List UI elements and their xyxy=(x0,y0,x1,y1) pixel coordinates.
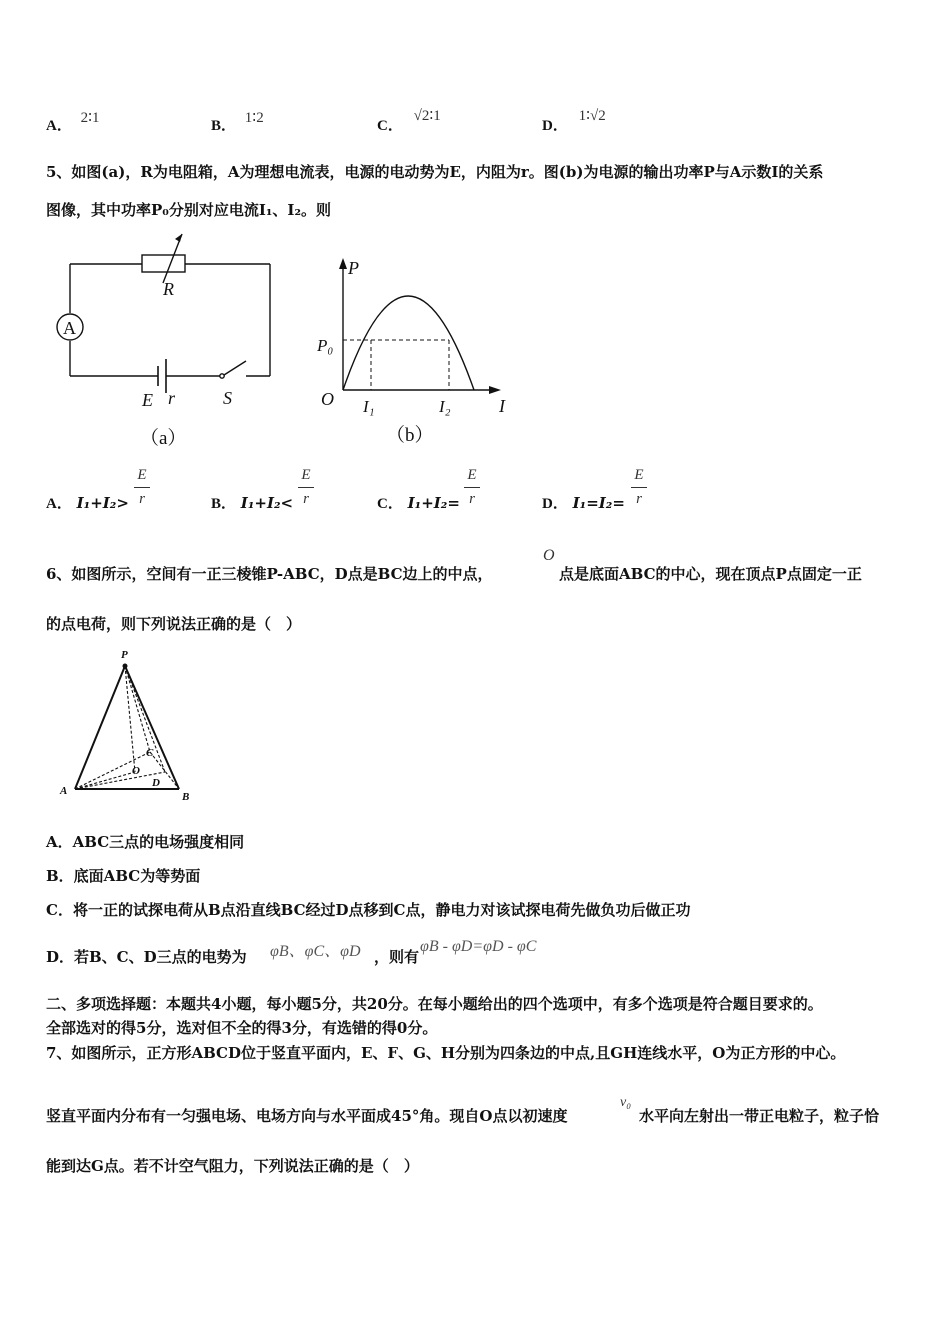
q5-option-a-fraction xyxy=(134,467,150,508)
q4-option-d xyxy=(542,108,606,135)
q5-option-c-fraction xyxy=(464,467,480,508)
point-O: O xyxy=(132,765,140,777)
q6-option-d-equation: φB - φD=φD - φC xyxy=(420,938,537,955)
option-letter: A． xyxy=(46,118,72,134)
fraction-denominator: r xyxy=(469,491,475,507)
q5-figure-a-circuit xyxy=(50,228,290,453)
y-axis-arrow-icon xyxy=(339,258,347,269)
caption-a: （a） xyxy=(140,428,187,449)
label-R: R xyxy=(163,279,174,299)
q7-stem-line2b: 水平向左射出一带正电粒子，粒子恰 xyxy=(639,1107,880,1125)
section2-line1: 二、多项选择题：本题共4小题，每小题5分，共20分。在每小题给出的四个选项中，有多个选项是符合题目要求的。 xyxy=(46,995,823,1013)
option-value: 1∶2 xyxy=(244,110,264,126)
origin-label: O xyxy=(321,389,334,409)
fraction-numerator: E xyxy=(137,467,147,483)
q5-option-c xyxy=(377,492,460,513)
axis-label-P: P xyxy=(348,258,359,278)
point-D: D xyxy=(152,777,160,789)
option-letter: C． xyxy=(377,118,403,134)
q7-stem-line3: 能到达G点。若不计空气阻力，下列说法正确的是（ ） xyxy=(46,1157,419,1175)
label-I1: I₁ xyxy=(363,397,375,416)
fraction-denominator: r xyxy=(636,491,642,507)
label-E: E xyxy=(142,390,153,410)
label-I2: I₂ xyxy=(439,397,451,416)
fraction-numerator: E xyxy=(467,467,477,483)
q6-option-d-potentials: φB、φC、φD xyxy=(270,943,361,960)
option-letter: D． xyxy=(542,118,568,134)
section2-line2: 全部选对的得5分，选对但不全的得3分，有选错的得0分。 xyxy=(46,1019,438,1037)
q5-option-d-fraction xyxy=(631,467,647,508)
x-axis-arrow-icon xyxy=(489,386,501,394)
q6-option-d-mid: ，则有 xyxy=(374,948,420,966)
fraction-denominator: r xyxy=(303,491,309,507)
option-value: 2∶1 xyxy=(80,110,100,126)
power-curve xyxy=(343,296,474,390)
q6-option-b: B．底面ABC为等势面 xyxy=(46,867,201,885)
q4-option-c xyxy=(377,108,441,135)
label-r: r xyxy=(168,388,176,408)
caption-b: （b） xyxy=(386,425,434,446)
option-letter: B． xyxy=(211,496,237,512)
label-S: S xyxy=(223,388,232,408)
q6-option-a: A．ABC三点的电场强度相同 xyxy=(46,833,245,851)
axis-label-I: I xyxy=(499,396,505,416)
option-expression: I₁+I₂< xyxy=(240,494,294,512)
q5-stem-line1: 5、如图(a)，R为电阻箱，A为理想电流表，电源的电动势为E，内阻为r。图(b)为电源的输出功率P与A示数I的关系 xyxy=(46,163,824,181)
label-P0: P₀ xyxy=(317,336,334,355)
option-letter: B． xyxy=(211,118,237,134)
q7-v0-symbol: v₀ xyxy=(620,1095,632,1110)
option-expression: I₁+I₂> xyxy=(76,494,129,512)
option-value: √2∶1 xyxy=(413,108,441,124)
q6-option-c: C．将一正的试探电荷从B点沿直线BC经过D点移到C点，静电力对该试探电荷先做负功后做正功 xyxy=(46,901,691,919)
q5-option-d xyxy=(542,492,625,513)
q5-option-b xyxy=(211,492,293,513)
option-expression: I₁+I₂= xyxy=(407,494,460,512)
q5-option-a xyxy=(46,492,129,513)
option-value: 1∶√2 xyxy=(578,108,606,124)
option-letter: A． xyxy=(46,496,72,512)
q6-option-d-prefix: D．若B、C、D三点的电势为 xyxy=(46,948,247,966)
q6-pyramid-figure xyxy=(55,646,205,806)
q6-o-symbol: O xyxy=(543,547,555,564)
q5-option-b-fraction xyxy=(298,467,314,508)
vertex-P: P xyxy=(121,649,128,661)
q4-option-a xyxy=(46,110,100,135)
arrow-icon xyxy=(175,234,182,242)
q5-figure-b-graph xyxy=(312,252,532,452)
q4-option-b xyxy=(211,110,264,135)
option-expression: I₁=I₂= xyxy=(572,494,625,512)
q7-stem-line2a: 竖直平面内分布有一匀强电场、电场方向与水平面成45°角。现自O点以初速度 xyxy=(46,1107,568,1125)
q6-stem-line2: 的点电荷，则下列说法正确的是（ ） xyxy=(46,615,302,633)
vertex-C: C xyxy=(146,747,154,759)
vertex-B: B xyxy=(182,791,190,803)
q6-stem-line1b: 点是底面ABC的中心，现在顶点P点固定一正 xyxy=(559,565,862,583)
label-A: A xyxy=(63,318,76,338)
q5-stem-line2: 图像，其中功率P₀分别对应电流I₁、I₂。则 xyxy=(46,201,332,219)
fraction-numerator: E xyxy=(301,467,311,483)
q7-stem-line1: 7、如图所示，正方形ABCD位于竖直平面内，E、F、G、H分别为四条边的中点,且GH连线水平，O为正方形的中心。 xyxy=(46,1044,846,1062)
fraction-numerator: E xyxy=(634,467,644,483)
option-letter: D． xyxy=(542,496,568,512)
option-letter: C． xyxy=(377,496,403,512)
q6-stem-line1a: 6、如图所示，空间有一正三棱锥P-ABC，D点是BC边上的中点， xyxy=(46,565,493,583)
vertex-A: A xyxy=(60,785,68,797)
fraction-denominator: r xyxy=(139,491,145,507)
